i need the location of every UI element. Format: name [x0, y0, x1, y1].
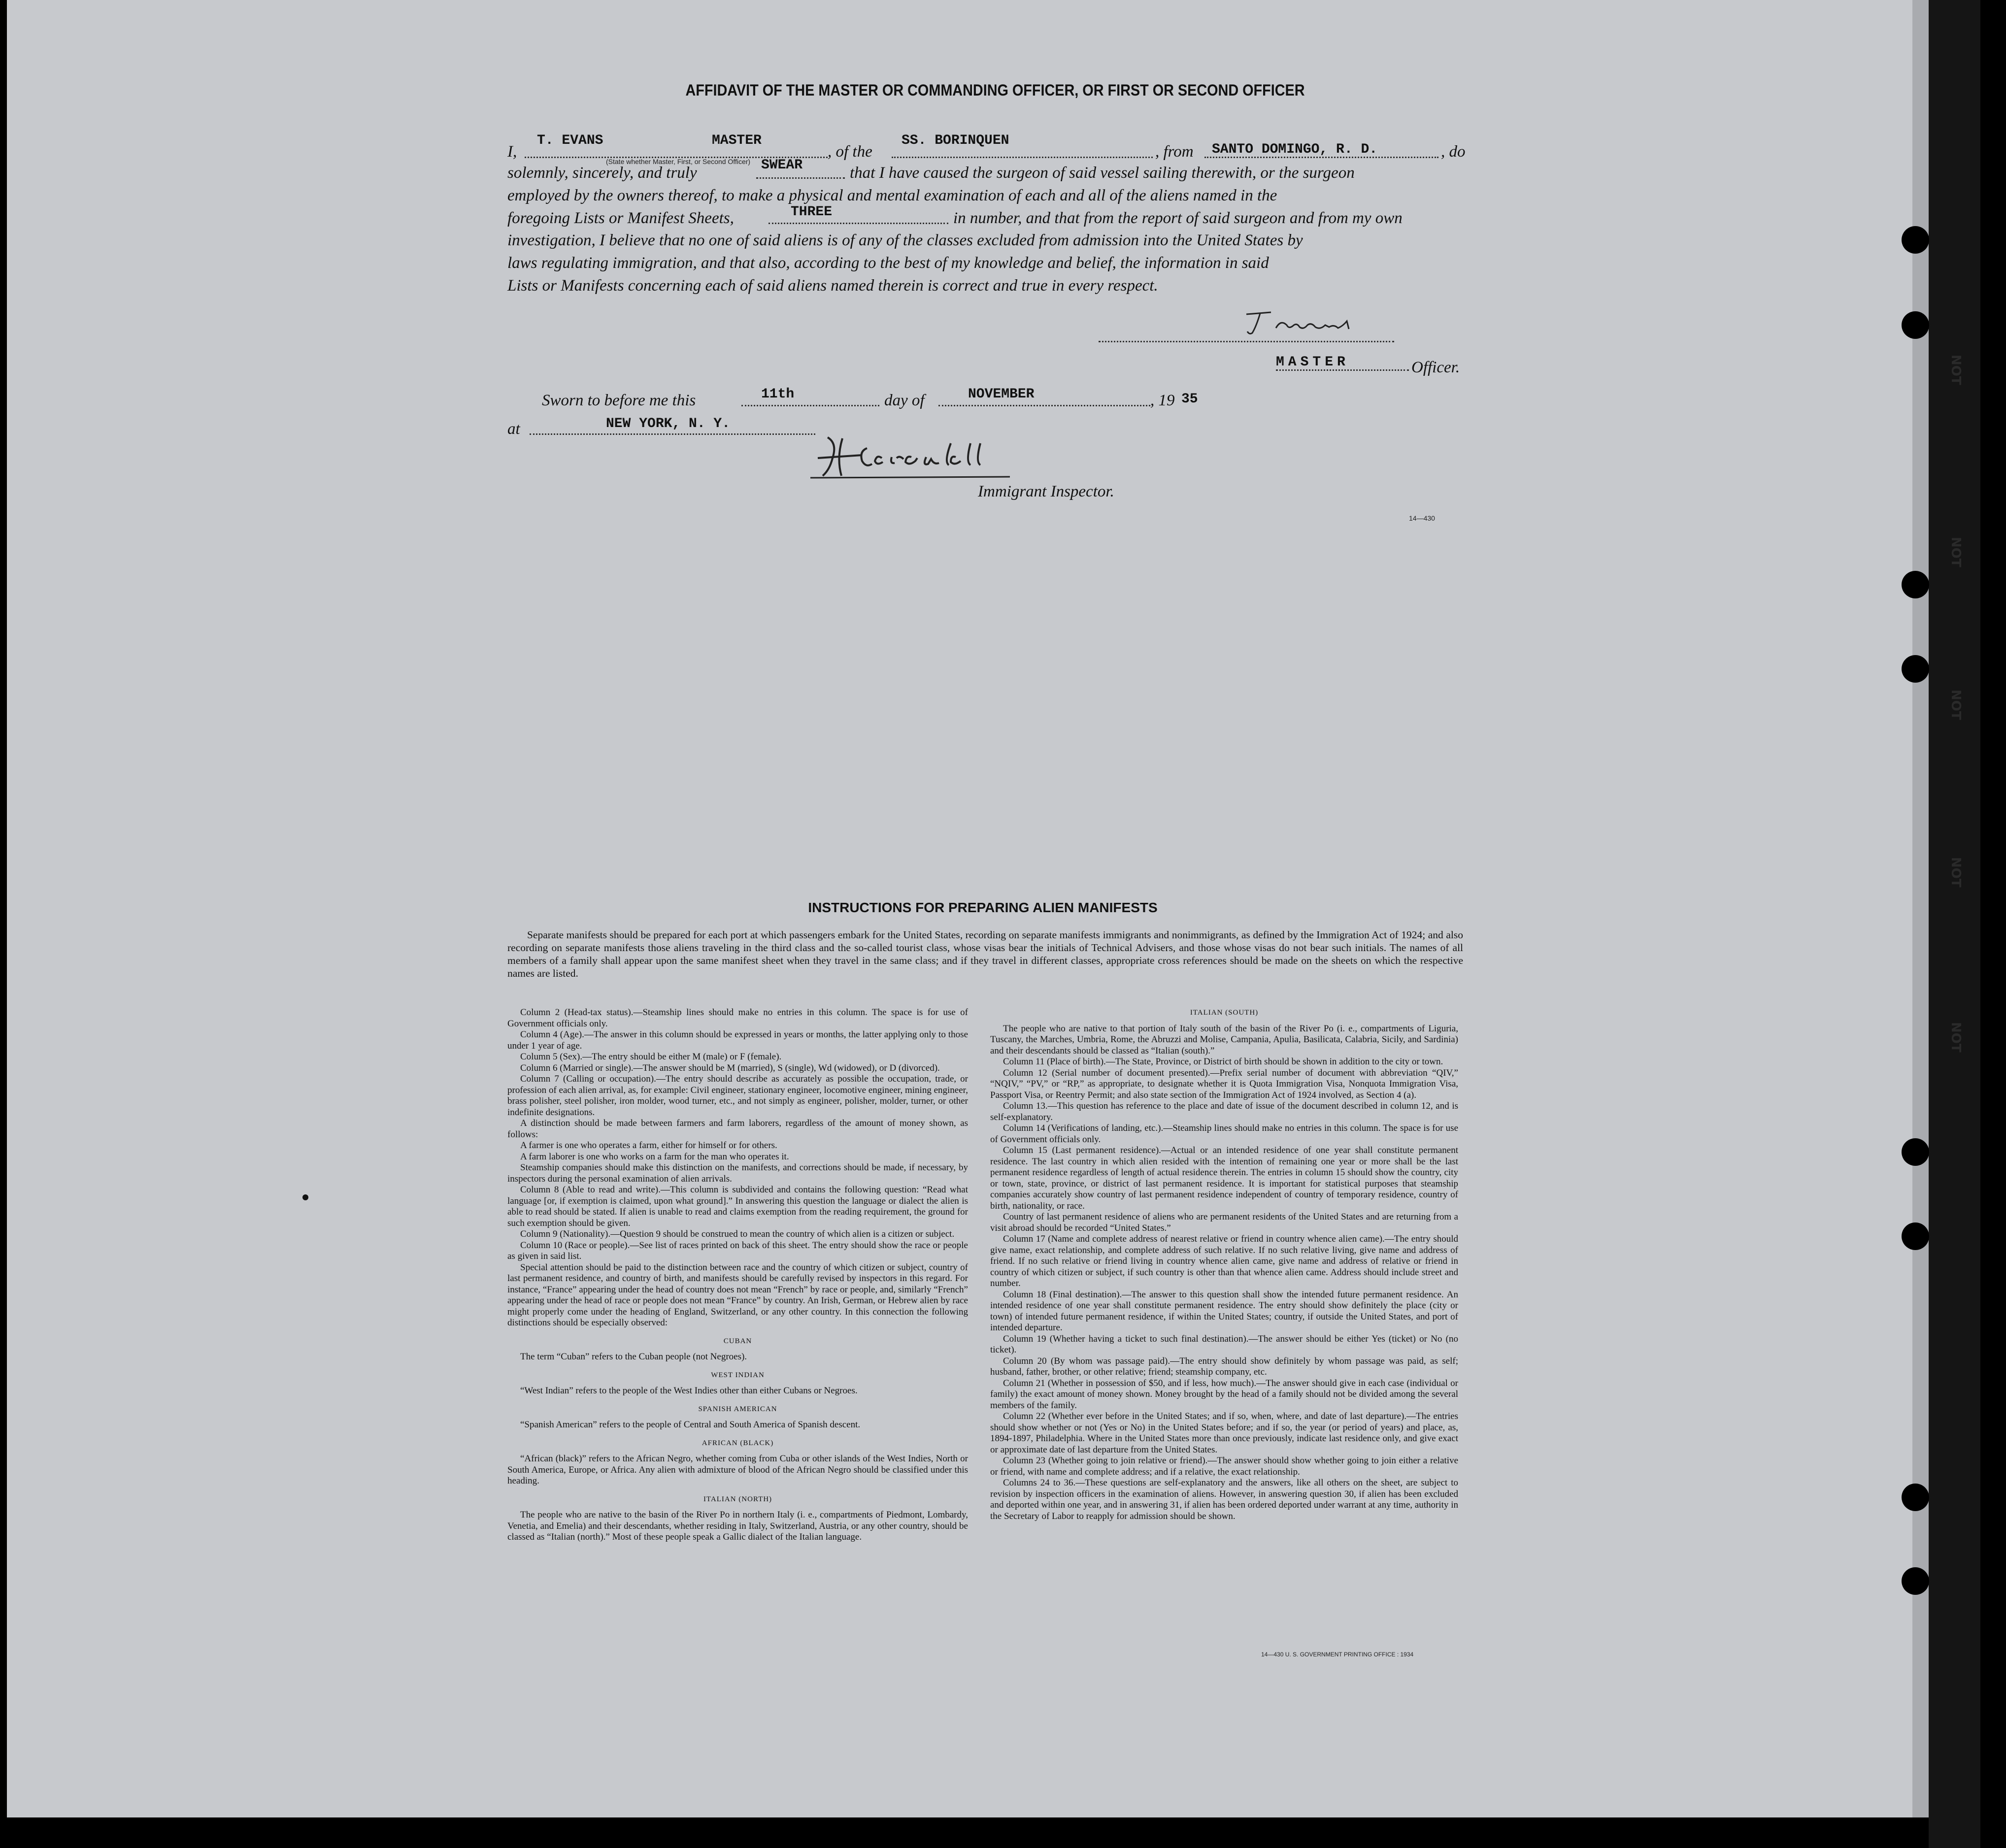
oath-line — [756, 177, 845, 179]
sheets-line — [769, 223, 948, 224]
race-heading: WEST INDIAN — [711, 1371, 765, 1379]
signature-line — [1099, 341, 1394, 342]
instruction-paragraph: Column 12 (Serial number of document presented).—Prefix serial number of document with abbreviation “QIV,” “NQIV,” “PV,” or “RP,” as appropriate, to designate whether it is Quota Immigration Visa, Nonquota Immigration Visa, Passport Visa, or Reentry Permit; and also state section of the Immigration Act of 1924 involved, as Section 4 (a). — [990, 1067, 1458, 1100]
day-line — [741, 405, 879, 406]
punch-hole — [1902, 571, 1929, 598]
master-rank: MASTER — [712, 133, 762, 148]
race-heading: ITALIAN (NORTH) — [703, 1495, 772, 1503]
officer-title: MASTER — [1276, 355, 1349, 370]
affidavit-text: , from — [1155, 143, 1194, 161]
affidavit-text: solemnly, sincerely, and truly — [507, 164, 697, 182]
race-definition: “Spanish American” refers to the people of Central and South America of Spanish descent. — [520, 1419, 861, 1430]
punch-hole — [1902, 1222, 1929, 1250]
instruction-paragraph: Column 14 (Verifications of landing, etc.).—Steamship lines should make no entries in this column. The space is for use of Government officials only. — [990, 1123, 1458, 1145]
instruction-paragraph: Special attention should be paid to the distinction between race and the country of which citizen or subject, country of last permanent residence, and country of birth, and manifests should be carefully revised by inspectors in this regard. For instance, “France” appearing under the head of country does not mean “French” by race or people, and, similarly “French” appearing under the head of race or people does not mean “France” by country. An Irish, German, or Hebrew alien by race might properly come under the heading of England, Switzerland, or any other country. In this connection the following distinctions should be especially observed: — [507, 1262, 968, 1328]
instructions-intro: Separate manifests should be prepared for each port at which passengers embark for the United States, recording on separate manifests immigrants and nonimmigrants, as defined by the Immigration Act of 1924; and also recording on separate manifests those aliens traveling in the third class and the so-called tourist class, whose visas bear the initials of Technical Advisers, and those whose visas do not bear such initials. The names of all members of a family shall appear upon the same manifest sheet when they travel in the same class; and if they travel in different classes, appropriate cross references should be made on the sheets on which the respective names are listed. — [507, 929, 1463, 979]
punch-hole — [1902, 311, 1929, 339]
instruction-paragraph: Column 7 (Calling or occupation).—The entry should describe as accurately as possible the occupation, trade, or profession of each alien arrival, as, for example: Civil engineer, stationary engineer, locomotive engineer, mining engineer, brass polisher, steel polisher, iron molder, wood turner, etc., and not simply as engineer, polisher, molder, turner, or other indefinite designations. — [507, 1074, 968, 1118]
rank-note: (State whether Master, First, or Second Officer) — [606, 158, 751, 165]
race-definition: The term “Cuban” refers to the Cuban people (not Negroes). — [520, 1352, 747, 1362]
punch-hole — [1902, 226, 1929, 254]
affidavit-text: in number, and that from the report of said surgeon and from my own — [953, 209, 1403, 227]
instruction-paragraph: Column 9 (Nationality).—Question 9 should be construed to mean the country of which alien is a citizen or subject. — [520, 1229, 955, 1239]
instruction-paragraph: A farmer is one who operates a farm, either for himself or for others. — [520, 1140, 777, 1151]
affidavit-text: foregoing Lists or Manifest Sheets, — [507, 209, 734, 227]
oath-word: SWEAR — [761, 158, 803, 173]
binding-edge — [1929, 0, 1980, 1848]
officer-word: Officer. — [1411, 359, 1460, 376]
affidavit-text: laws regulating immigration, and that also, according to the best of my knowledge and belief, the information in said — [507, 254, 1269, 272]
punch-hole — [1902, 1484, 1929, 1511]
affidavit-text: at — [507, 420, 520, 438]
departure-port: SANTO DOMINGO, R. D. — [1212, 142, 1378, 157]
margin-stub-text: NOT — [1948, 537, 1963, 567]
affidavit-text: that I have caused the surgeon of said vessel sailing therewith, or the surgeon — [850, 164, 1355, 182]
margin-stub-text: NOT — [1948, 857, 1963, 888]
affidavit-text: Lists or Manifests concerning each of said aliens named therein is correct and true in every respect. — [507, 277, 1158, 295]
ink-spot — [302, 1194, 308, 1200]
instruction-paragraph: Column 8 (Able to read and write).—This column is subdivided and contains the following question: “Read what language [or, if exemption is claimed, upon what ground].” In answering this question the language or dialect the alien is able to read should be stated. If alien is unable to read and claims exemption from the reading requirement, the ground for such exemption should be given. — [507, 1185, 968, 1228]
master-signature — [1241, 304, 1399, 339]
master-name: T. EVANS — [537, 133, 603, 148]
instruction-paragraph: Column 10 (Race or people).—See list of races printed on back of this sheet. The entry should show the race or people as given in said list. — [507, 1240, 968, 1261]
sworn-year: 35 — [1181, 392, 1198, 407]
vessel-line — [892, 157, 1153, 158]
printing-office-footer: 14—430 U. S. GOVERNMENT PRINTING OFFICE : 1934 — [1261, 1651, 1414, 1658]
affidavit-text: employed by the owners thereof, to make a physical and mental examination of each and all of the aliens named in the — [507, 187, 1277, 204]
instruction-paragraph: Column 23 (Whether going to join relative or friend).—The answer should show whether going to join either a relative or friend, with name and complete address; and if a relative, the exact relationship. — [990, 1455, 1458, 1477]
affidavit-text: I, — [507, 143, 517, 161]
instruction-paragraph: A distinction should be made between farmers and farm laborers, regardless of the amount of money shown, as follows: — [507, 1118, 968, 1140]
punch-hole — [1902, 1138, 1929, 1166]
affidavit-text: , 19 — [1150, 392, 1175, 409]
affidavit-text: day of — [884, 392, 925, 409]
race-definition: The people who are native to the basin of the River Po in northern Italy (i. e., compartments of Piedmont, Lombardy, Venetia, and Emelia) and their descendants, whether residing in Italy, Switzerland, Austria, or any other country, should be classed as “Italian (north).” Most of these people speak a Gallic dialect of the Italian language. — [507, 1510, 968, 1542]
instruction-paragraph: Column 21 (Whether in possession of $50, and if less, how much).—The answer should give in each case (individual or family) the exact amount of money shown. Money brought by the head of a family should not be divided among the several members of the family. — [990, 1378, 1458, 1411]
instruction-paragraph: Column 15 (Last permanent residence).—Actual or an intended residence of one year shall constitute permanent residence. The last country in which alien resided with the intention of remaining one year or more shall be the last permanent residence regardless of length of actual residence therein. The entries in column 15 should show the country, city or town, state, province, or district of last permanent residence. It is important for statistical purposes that steamship companies accurately show country of last permanent residence independent of country of temporary residence, country of birth, nationality, or race. — [990, 1145, 1458, 1211]
race-heading: SPANISH AMERICAN — [698, 1405, 777, 1413]
instructions-title: INSTRUCTIONS FOR PREPARING ALIEN MANIFESTS — [808, 900, 1158, 915]
punch-hole — [1902, 655, 1929, 683]
instruction-paragraph: Column 20 (By whom was passage paid).—The entry should show definitely by whom passage was paid, as self; husband, father, brother, or other relative; friend; steamship company, etc. — [990, 1355, 1458, 1377]
instruction-paragraph: Column 22 (Whether ever before in the United States; and if so, when, where, and date of last departure).—The entries should show whether or not (Yes or No) in the United States before; and if so, the year (or period of years) and place, as, 1894-1897, Philadelphia. Where in the United States more than once previously, indicate last residence only, and give exact or approximate date of last departure from the United States. — [990, 1411, 1458, 1455]
affidavit-text: , of the — [828, 143, 872, 161]
margin-stub-text: NOT — [1948, 690, 1963, 720]
inspector-signature — [808, 429, 1103, 483]
instruction-paragraph: Column 18 (Final destination).—The answer to this question shall show the intended future permanent residence. An intended residence of one year shall constitute permanent residence. The entry should show definitely the place (city or town) of intended future permanent residence, if within the United States; country, if outside the United States, and port of intended departure. — [990, 1289, 1458, 1333]
margin-stub-text: NOT — [1948, 355, 1963, 385]
affidavit-text: Sworn to before me this — [542, 392, 696, 409]
instructions-right-column — [990, 1007, 1458, 1522]
affidavit-text: investigation, I believe that no one of said aliens is of any of the classes excluded from admission into the United States by — [507, 231, 1303, 249]
margin-stub-text: NOT — [1948, 1022, 1963, 1053]
affidavit-title: AFFIDAVIT OF THE MASTER OR COMMANDING OFFICER, OR FIRST OR SECOND OFFICER — [685, 81, 1305, 99]
instruction-paragraph: Columns 24 to 36.—These questions are self-explanatory and the answers, like all others on the sheet, are subject to revision by inspection officers in the examination of aliens. However, in answering question 30, if alien has been excluded and deported within one year, and in answering 31, if alien has been ordered deported under warrant at any time, authority in the Secretary of Labor to reapply for admission should be shown. — [990, 1478, 1458, 1521]
instruction-paragraph: Column 19 (Whether having a ticket to such final destination).—The answer should be either Yes (ticket) or No (no ticket). — [990, 1333, 1458, 1355]
instruction-paragraph: Country of last permanent residence of aliens who are permanent residents of the United States and are returning from a visit abroad should be recorded “United States.” — [990, 1212, 1458, 1233]
instruction-paragraph: Column 13.—This question has reference to the place and date of issue of the document described in column 12, and is self-explanatory. — [990, 1101, 1458, 1122]
sworn-place: NEW YORK, N. Y. — [606, 416, 731, 431]
race-heading: AFRICAN (BLACK) — [702, 1439, 774, 1447]
punch-hole — [1902, 1567, 1929, 1595]
month-line — [938, 405, 1150, 406]
inspector-title: Immigrant Inspector. — [978, 483, 1114, 500]
instruction-paragraph: Steamship companies should make this distinction on the manifests, and corrections should be made, if necessary, by inspectors during the personal examination of alien arrivals. — [507, 1162, 968, 1184]
instruction-paragraph: Column 11 (Place of birth).—The State, Province, or District of birth should be shown in addition to the city or town. — [1003, 1056, 1443, 1067]
officer-title-line — [1276, 369, 1409, 371]
vessel-name: SS. BORINQUEN — [902, 133, 1009, 148]
place-line — [530, 433, 815, 435]
instruction-paragraph: The people who are native to that portion of Italy south of the basin of the River Po (i. e., compartments of Liguria, Tuscany, the Marches, Umbria, Rome, the Abruzzi and Molise, Campania, Apulia, Basilicata, Calabria, Sicily, and Sardinia) and their descendants should be classed as “Italian (south).” — [990, 1023, 1458, 1056]
sworn-month: NOVEMBER — [968, 387, 1035, 402]
race-heading: CUBAN — [723, 1337, 752, 1345]
form-number: 14—430 — [1409, 514, 1435, 522]
race-heading: ITALIAN (SOUTH) — [1190, 1009, 1259, 1017]
sworn-day: 11th — [761, 387, 795, 402]
instruction-paragraph: Column 2 (Head-tax status).—Steamship lines should make no entries in this column. The space is for use of Government officials only. — [507, 1007, 968, 1029]
affidavit-text: , do — [1441, 143, 1466, 161]
instruction-paragraph: Column 6 (Married or single).—The answer should be M (married), S (single), Wd (widowed), or D (divorced). — [520, 1062, 940, 1073]
instruction-paragraph: Column 5 (Sex).—The entry should be either M (male) or F (female). — [520, 1052, 782, 1062]
instruction-paragraph: A farm laborer is one who works on a farm for the man who operates it. — [520, 1151, 789, 1162]
instruction-paragraph: Column 17 (Name and complete address of nearest relative or friend in country whence alien came).—The entry should give name, exact relationship, and complete address of such relative. If no such relative living, give name and address of friend. If no such relative or friend living in country whence alien came, give name and address of relative or friend in country of which citizen or subject, if such country is other than that whence alien came. Address should include street and number. — [990, 1234, 1458, 1288]
instructions-left-column — [507, 1007, 968, 1543]
instruction-paragraph: Column 4 (Age).—The answer in this column should be expressed in years or months, the latter applying only to those under 1 year of age. — [507, 1029, 968, 1051]
sheet-count: THREE — [791, 204, 833, 220]
race-definition: “West Indian” refers to the people of the West Indies other than either Cubans or Negroes. — [520, 1386, 858, 1396]
race-definition: “African (black)” refers to the African Negro, whether coming from Cuba or other islands of the West Indies, North or South America, Europe, or Africa. Any alien with admixture of blood of the African Negro should be classified under this heading. — [507, 1453, 968, 1486]
